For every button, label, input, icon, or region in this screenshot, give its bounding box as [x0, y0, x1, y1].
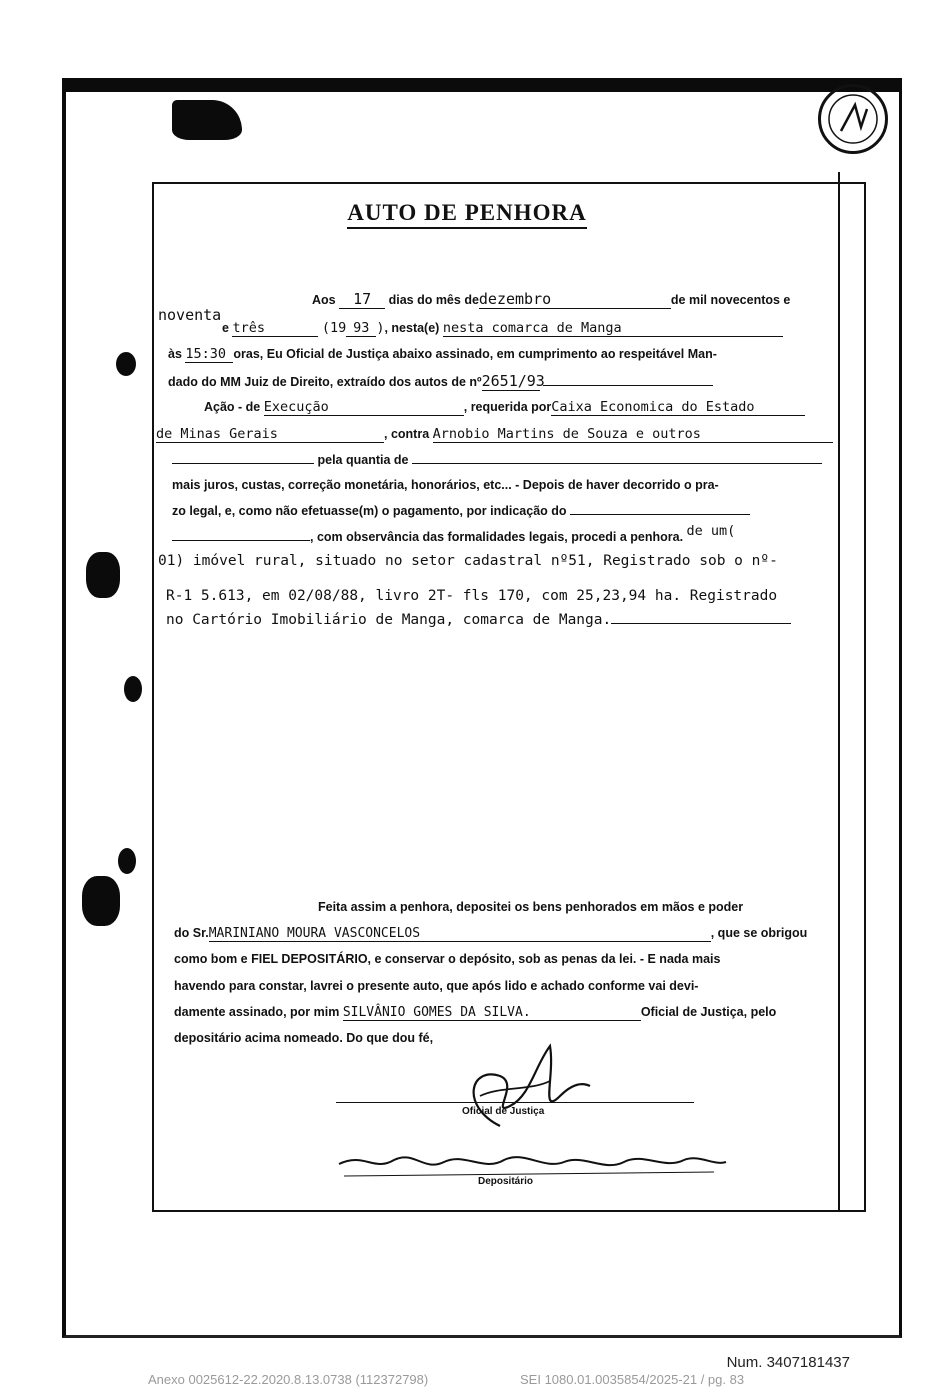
stamp-seal-icon [818, 84, 888, 154]
year-prefix: (19 [321, 320, 347, 336]
year-value: 93 [346, 320, 376, 337]
label-autos: dado do MM Juiz de Direito, extraído dos autos de nº [168, 375, 482, 389]
closing-line-5 [174, 1005, 776, 1021]
typed-body-line-3 [166, 612, 791, 628]
form-line-9 [172, 504, 750, 518]
form-line-1 [312, 290, 790, 309]
year-paren: ) [376, 320, 385, 336]
label-oficial-pelo: Oficial de Justiça, pelo [640, 1005, 777, 1019]
document-number: Num. 3407181437 [726, 1354, 850, 1371]
label-as: às [168, 347, 182, 361]
closing-line-6: depositário acima nomeado. Do que dou fé, [174, 1031, 434, 1045]
label-e: e [222, 321, 229, 335]
label-indicacao: zo legal, e, como não efetuasse(m) o pagamento, por indicação do [172, 504, 567, 518]
depositary-signature-icon [334, 1142, 734, 1182]
document-title [0, 200, 934, 226]
officer-signature-line [336, 1102, 694, 1103]
defendant-value: Arnobio Martins de Souza e outros [433, 426, 833, 443]
year-word-tres: três [232, 320, 318, 337]
form-line-3 [168, 346, 717, 363]
day-value: 17 [339, 290, 385, 309]
label-acao: Ação - de [204, 400, 261, 414]
label-oficial-text: oras, Eu Oficial de Justiça abaixo assinado, em cumprimento ao respeitável Man- [233, 347, 717, 361]
label-por-mim: damente assinado, por mim [174, 1005, 340, 1019]
frame-rule [838, 172, 840, 1212]
action-type-value: Execução [264, 399, 464, 416]
annex-reference: Anexo 0025612-22.2020.8.13.0738 (112372798) [148, 1372, 429, 1387]
plaintiff-value: Caixa Economica do Estado [551, 399, 805, 416]
form-line-10 [172, 523, 736, 545]
officer-signature-icon [440, 1036, 610, 1146]
officer-signature-label: Oficial de Justiça [462, 1106, 545, 1117]
officer-name: SILVÂNIO GOMES DA SILVA. [343, 1005, 641, 1021]
typed-body-line-2: R-1 5.613, em 02/08/88, livro 2T- fls 170, com 25,23,94 ha. Registrado [166, 588, 778, 604]
process-number: 2651/93 [481, 372, 545, 390]
closing-line-4: havendo para constar, lavrei o presente auto, que após lido e achado conforme vai devi- [174, 979, 699, 993]
label-nesta: , nesta(e) [384, 321, 440, 335]
label-pela-quantia: pela quantia de [317, 453, 409, 467]
title-text: AUTO DE PENHORA [347, 200, 587, 229]
hole-punch-mark [118, 848, 136, 874]
sei-reference: SEI 1080.01.0035854/2025-21 / pg. 83 [520, 1372, 745, 1387]
label-obrigou: , que se obrigou [710, 926, 808, 940]
depositary-signature-label: Depositário [478, 1176, 534, 1187]
month-value: dezembro [479, 290, 671, 309]
hole-punch-mark [116, 352, 136, 376]
label-contra: , contra [384, 427, 430, 441]
label-requerida: , requerida por [463, 400, 552, 414]
label-mil-novecentos: de mil novecentos e [670, 293, 791, 307]
typed-body-line-1: 01) imóvel rural, situado no setor cadastral nº51, Registrado sob o nº- [158, 553, 778, 569]
form-line-6 [156, 426, 833, 443]
hole-punch-mark [86, 552, 120, 598]
label-dias: dias do mês de [388, 293, 479, 307]
hole-punch-mark [124, 676, 142, 702]
closing-line-2 [174, 926, 807, 942]
form-line-2 [158, 320, 783, 337]
typed-de-um: de um( [686, 523, 736, 539]
form-line-7 [172, 453, 822, 467]
label-formalidades: , com observância das formalidades legais, procedi a penhora. [310, 530, 684, 544]
depositary-name: MARINIANO MOURA VASCONCELOS [209, 926, 711, 942]
form-line-5 [204, 399, 805, 416]
label-aos: Aos [312, 293, 336, 307]
hour-value: 15:30 [185, 346, 233, 363]
closing-line-1: Feita assim a penhora, depositei os bens penhorados em mãos e poder [318, 900, 744, 914]
label-do-sr: do Sr. [174, 926, 209, 940]
typed-body-line-3-text: no Cartório Imobiliário de Manga, comarca de Manga. [166, 612, 612, 628]
closing-line-3: como bom e FIEL DEPOSITÁRIO, e conservar o depósito, sob as penas da lei. - E nada mais [174, 952, 721, 966]
plaintiff-value-cont: de Minas Gerais [156, 426, 384, 443]
year-word-noventa: noventa [158, 306, 222, 324]
form-line-8: mais juros, custas, correção monetária, honorários, etc... - Depois de haver decorrido o pra- [172, 478, 719, 492]
hole-punch-mark [82, 876, 120, 926]
place-value: nesta comarca de Manga [443, 320, 783, 337]
form-line-4 [168, 372, 713, 391]
